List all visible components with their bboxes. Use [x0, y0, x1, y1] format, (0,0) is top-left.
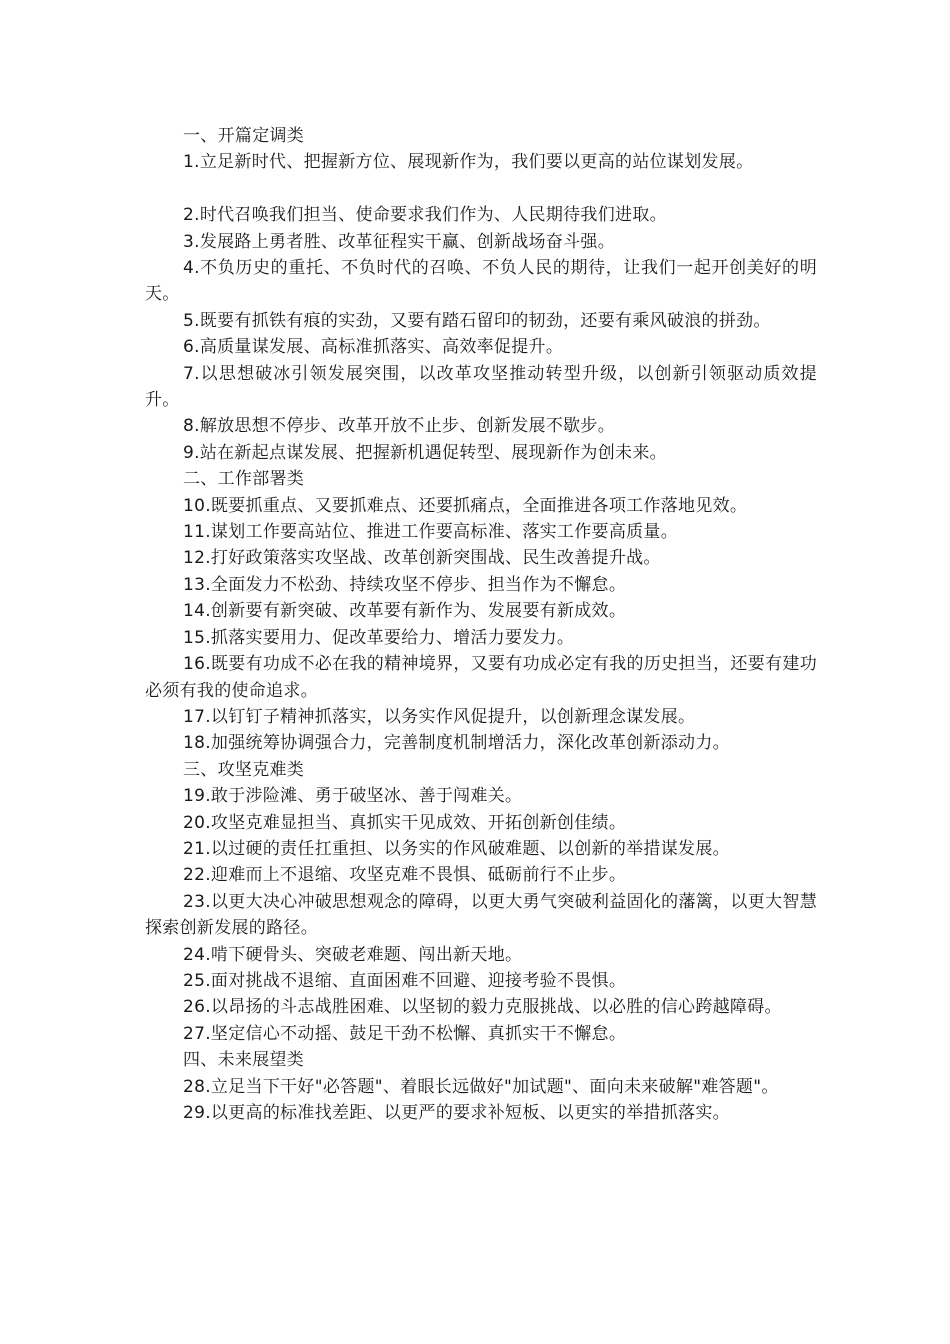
list-item: 19.敢于涉险滩、勇于破坚冰、善于闯难关。 — [183, 786, 523, 807]
section-heading: 二、工作部署类 — [183, 469, 305, 490]
list-item: 1.立足新时代、把握新方位、展现新作为，我们要以更高的站位谋划发展。 — [183, 152, 754, 173]
list-item: 11.谋划工作要高站位、推进工作要高标准、落实工作要高质量。 — [183, 522, 679, 543]
section-heading: 一、开篇定调类 — [183, 126, 305, 146]
list-item: 29.以更高的标准找差距、以更严的要求补短板、以更实的举措抓落实。 — [183, 1103, 730, 1124]
list-item: 20.攻坚克难显担当、真抓实干见成效、开拓创新创佳绩。 — [183, 812, 627, 833]
list-item: 16.既要有功成不必在我的精神境界，又要有功成必定有我的历史担当，还要有建功必须有我的使命追求。 — [145, 654, 817, 701]
list-item: 5.既要有抓铁有痕的实劲，又要有踏石留印的韧劲，还要有乘风破浪的拼劲。 — [183, 310, 771, 331]
document-body — [145, 123, 817, 1126]
list-item: 27.坚定信心不动摇、鼓足干劲不松懈、真抓实干不懈怠。 — [183, 1023, 627, 1044]
list-item: 23.以更大决心冲破思想观念的障碍，以更大勇气突破利益固化的藩篱，以更大智慧探索创新发展的路径。 — [145, 891, 817, 939]
list-item: 12.打好政策落实攻坚战、改革创新突围战、民生改善提升战。 — [183, 548, 661, 569]
list-item: 18.加强统筹协调强合力，完善制度机制增活力，深化改革创新添动力。 — [183, 733, 730, 754]
list-item: 4.不负历史的重托、不负时代的召唤、不负人民的期待，让我们一起开创美好的明天。 — [145, 258, 817, 305]
list-item: 22.迎难而上不退缩、攻坚克难不畏惧、砥砺前行不止步。 — [183, 865, 627, 886]
list-item: 21.以过硬的责任扛重担、以务实的作风破难题、以创新的举措谋发展。 — [183, 838, 730, 859]
list-item: 26.以昂扬的斗志战胜困难、以坚韧的毅力克服挑战、以必胜的信心跨越障碍。 — [183, 997, 782, 1018]
list-item: 9.站在新起点谋发展、把握新机遇促转型、展现新作为创未来。 — [183, 442, 667, 463]
list-item: 14.创新要有新突破、改革要有新作为、发展要有新成效。 — [183, 601, 627, 622]
list-item: 7.以思想破冰引领发展突围，以改革攻坚推动转型升级，以创新引领驱动质效提升。 — [145, 363, 817, 411]
list-item: 10.既要抓重点、又要抓难点、还要抓痛点，全面推进各项工作落地见效。 — [183, 495, 748, 516]
list-item: 2.时代召唤我们担当、使命要求我们作为、人民期待我们进取。 — [183, 205, 667, 226]
list-item: 17.以钉钉子精神抓落实，以务实作风促提升，以创新理念谋发展。 — [183, 706, 696, 727]
list-item: 3.发展路上勇者胜、改革征程实干赢、创新战场奋斗强。 — [183, 231, 616, 252]
section-heading: 四、未来展望类 — [183, 1050, 305, 1071]
list-item: 6.高质量谋发展、高标准抓落实、高效率促提升。 — [183, 337, 564, 358]
section-heading: 三、攻坚克难类 — [183, 759, 305, 780]
list-item: 25.面对挑战不退缩、直面困难不回避、迎接考验不畏惧。 — [183, 970, 627, 991]
list-item: 24.啃下硬骨头、突破老难题、闯出新天地。 — [183, 944, 523, 965]
list-item: 13.全面发力不松劲、持续攻坚不停步、担当作为不懈怠。 — [183, 574, 627, 595]
list-item: 15.抓落实要用力、促改革要给力、增活力要发力。 — [183, 627, 575, 648]
list-item: 28.立足当下干好"必答题"、着眼长远做好"加试题"、面向未来破解"难答题"。 — [183, 1076, 779, 1097]
list-item: 8.解放思想不停步、改革开放不止步、创新发展不歇步。 — [183, 416, 616, 437]
